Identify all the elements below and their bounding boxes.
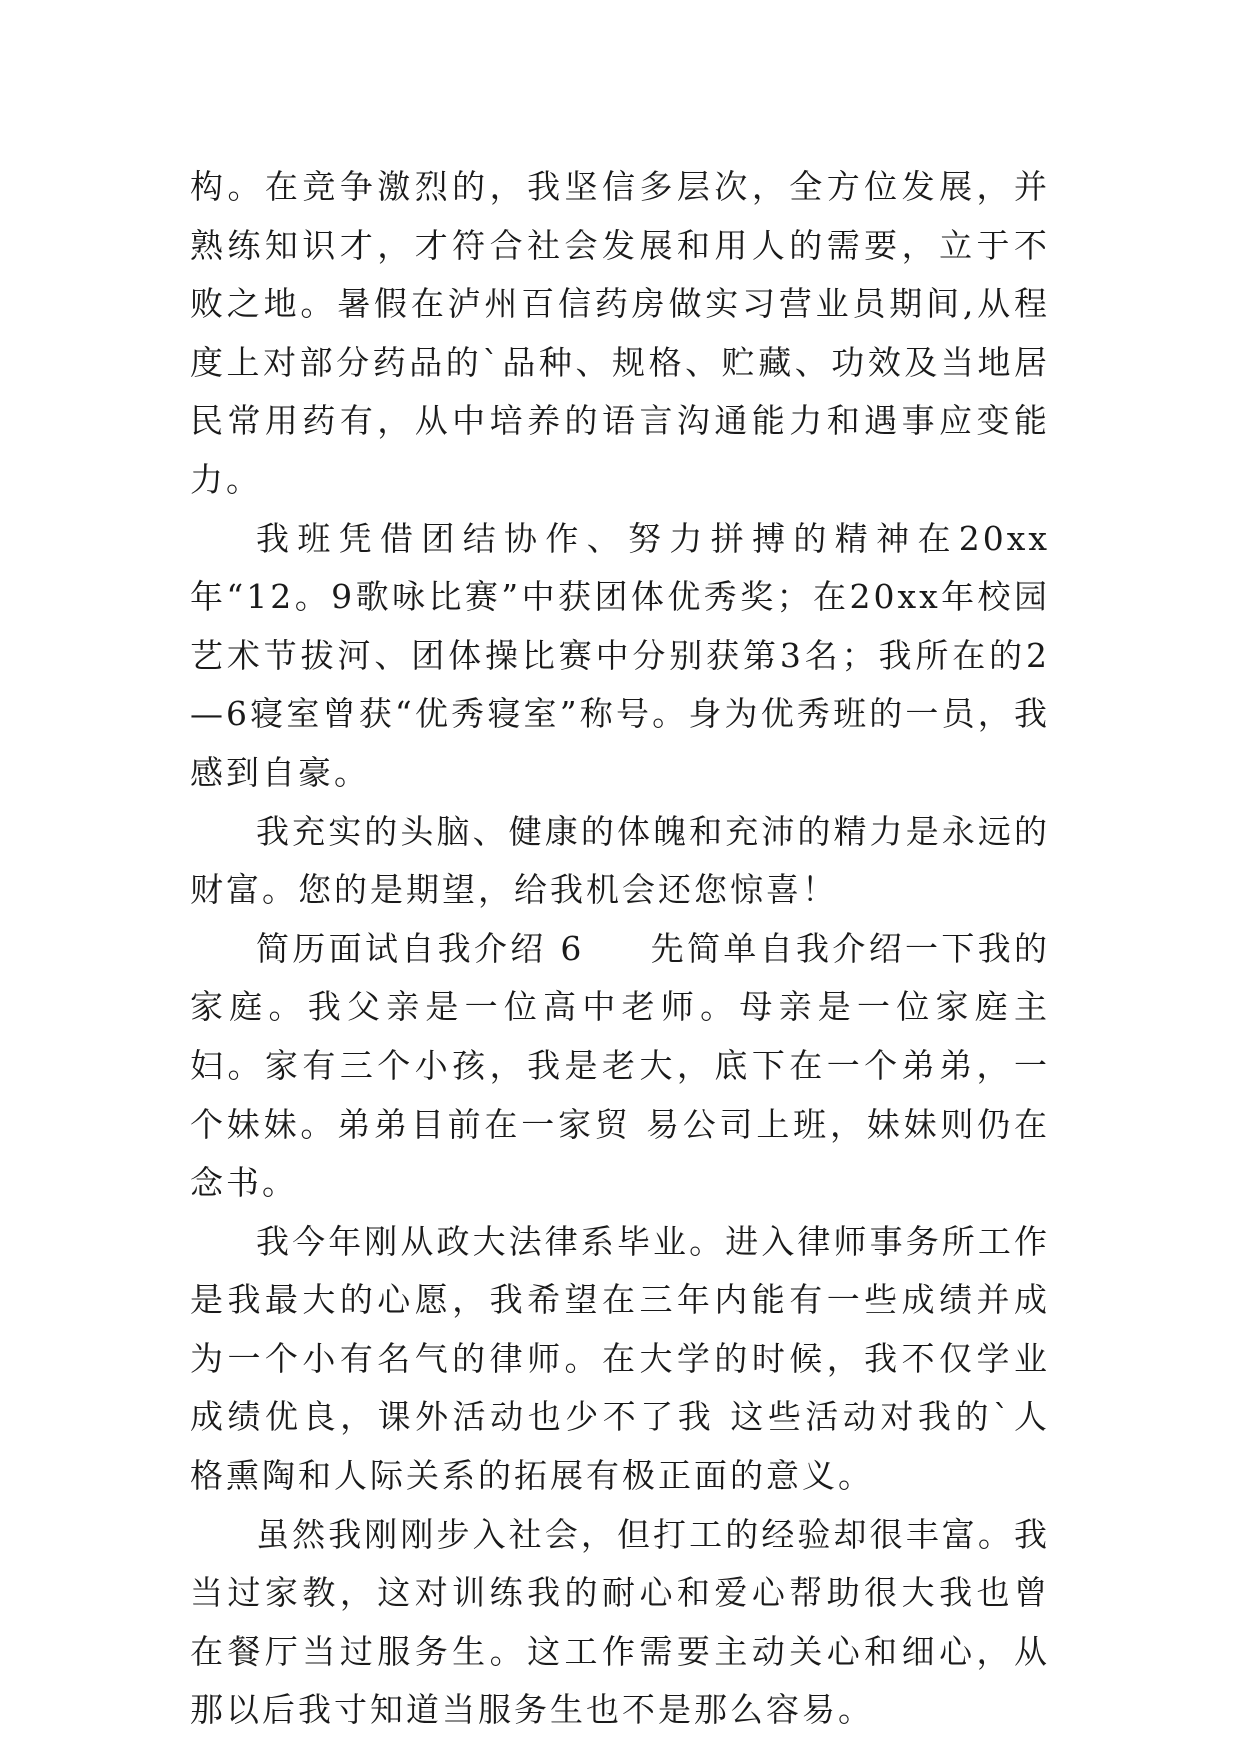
paragraph-1: 构。在竞争激烈的，我坚信多层次，全方位发展，并熟练知识才，才符合社会发展和用人的需要，立于不败之地。暑假在泸州百信药房做实习营业员期间,从程度上对部分药品的`品种、规格、贮藏、功效及当地居民常用药有，从中培养的语言沟通能力和遇事应变能力。 [190, 167, 1050, 499]
paragraph-3: 我充实的头脑、健康的体魄和充沛的精力是永远的财富。您的是期望，给我机会还您惊喜！ [190, 811, 1050, 910]
paragraph-4 [190, 920, 1050, 1213]
paragraph-6: 虽然我刚刚步入社会，但打工的经验却很丰富。我当过家教，这对训练我的耐心和爱心帮助很大我也曾在餐厅当过服务生。这工作需要主动关心和细心，从那以后我寸知道当服务生也不是那么容易。 [190, 1514, 1050, 1730]
document-body [190, 158, 1050, 1740]
paragraph-5: 我今年刚从政大法律系毕业。进入律师事务所工作是我最大的心愿，我希望在三年内能有一些成绩并成为一个小有名气的律师。在大学的时候，我不仅学业成绩优良，课外活动也少不了我 这些活动对我的`人格熏陶和人际关系的拓展有极正面的意义。 [190, 1221, 1050, 1496]
paragraph-2: 我班凭借团结协作、努力拼搏的精神在20xx年“12。9歌咏比赛”中获团体优秀奖；在20xx年校园艺术节拔河、团体操比赛中分别获第3名；我所在的2—6寝室曾获“优秀寝室”称号。身为优秀班的一员，我感到自豪。 [190, 518, 1050, 792]
section-heading: 简历面试自我介绍 6 [256, 928, 585, 968]
paragraph-4-text: 先简单自我介绍一下我的家庭。我父亲是一位高中老师。母亲是一位家庭主妇。家有三个小孩，我是老大，底下在一个弟弟，一个妹妹。弟弟目前在一家贸 易公司上班，妹妹则仍在念书。 [190, 928, 1050, 1203]
